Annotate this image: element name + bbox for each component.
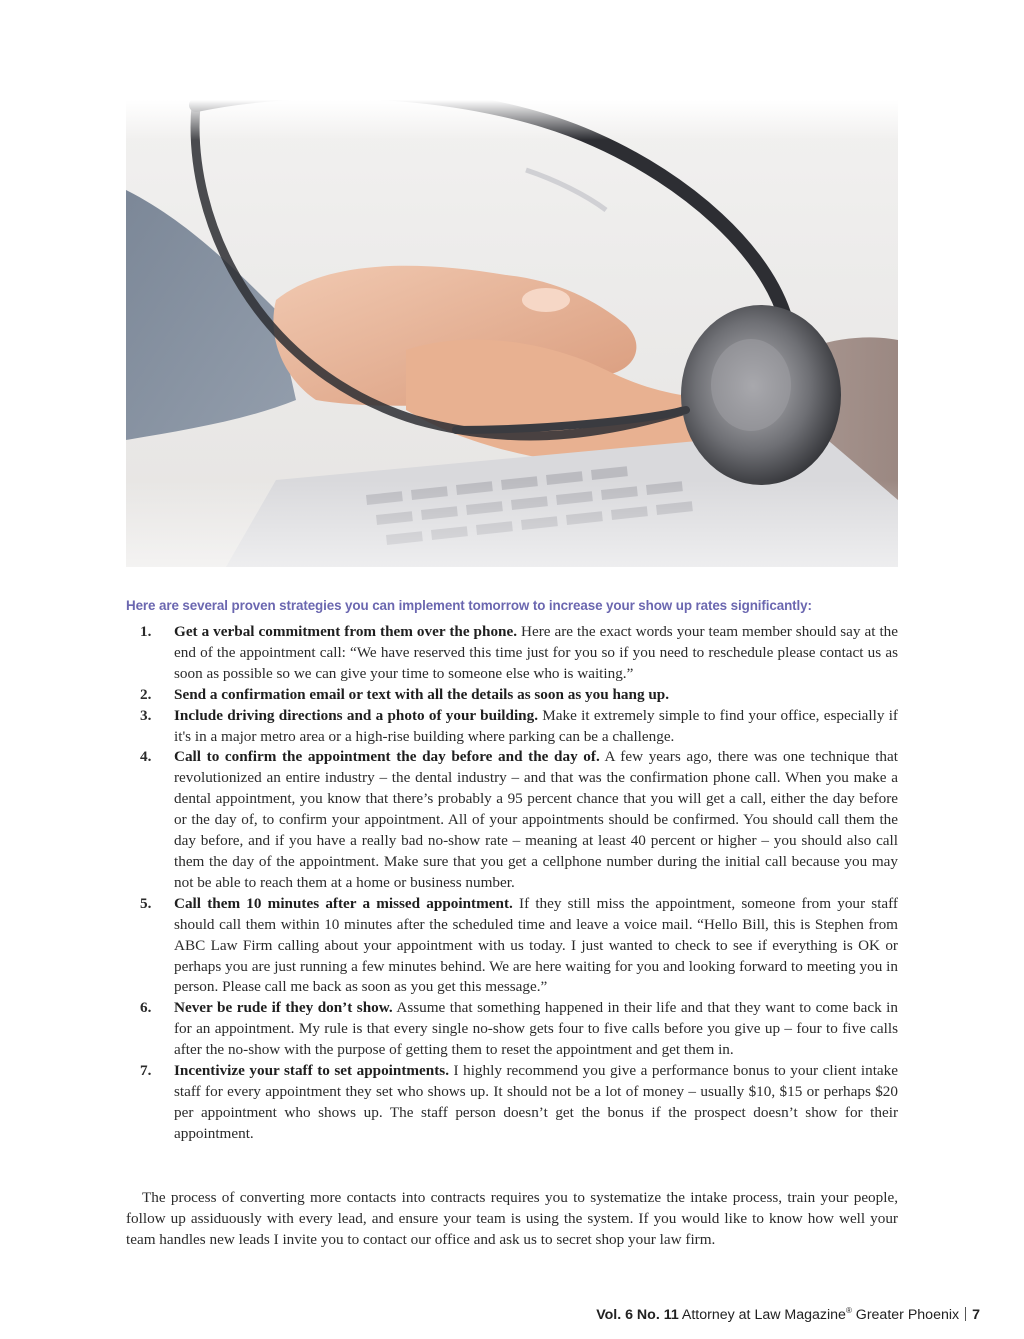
footer-divider [965, 1307, 966, 1321]
page-footer [596, 1306, 980, 1323]
list-item-lead: Include driving directions and a photo of your building. [174, 706, 539, 724]
list-number: 1. [140, 623, 152, 640]
list-item-body: Assume that something happened in their life and that they want to come back in for an appointment. My rule is that every single no-show gets four to five calls before you give up – four to five calls after the no-show with the purpose of getting them to reset the appointment and get them in. [174, 999, 898, 1059]
strategies-intro: Here are several proven strategies you can implement tomorrow to increase your show up rates significantly: [126, 598, 812, 613]
list-item-body: A few years ago, there was one technique that revolutionized an entire industry – the dental industry – and that was the confirmation phone call. When you make a dental appointment, you know that there’s probably a 95 percent chance that you will get a call, either the day before or the day of, to confirm your appointment. All of your appointments should be confirmed. You should call them the day before, and if you have a really bad no-show rate – meaning at least 40 percent or higher – you should also call them the day of the appointment. Make sure that you get a cellphone number during the initial call because you may not be able to reach them at a home or business number. [174, 748, 898, 891]
list-number: 5. [140, 894, 152, 912]
footer-magazine: Attorney at Law Magazine [678, 1307, 846, 1323]
list-item-body: If they still miss the appointment, someone from your staff should call them within 10 minutes after the scheduled time and leave a voice mail. “Hello Bill, this is Stephen from ABC Law Firm calling about your appointment with us today. I just wanted to check to see if everything is OK or perhaps you are just running a few minutes behind. We are here waiting for you and looking forward to meeting you in person. Please call me back as soon as you get this message.” [174, 894, 898, 996]
list-item-body: Make it extremely simple to find your office, especially if it's in a major metro area or a high-rise building where parking can be a challenge. [174, 706, 898, 745]
list-item-lead: Never be rude if they don’t show. [174, 999, 393, 1017]
headset-photo-illustration [126, 100, 898, 567]
list-item-body: I highly recommend you give a performance bonus to your client intake staff for every appointment they set who shows up. It should not be a lot of money – usually $10, $15 or perhaps $20 per appointment who shows up. The staff person doesn’t get the bonus if the prospect doesn’t show for their appointment. [174, 1062, 898, 1142]
list-number: 4. [140, 748, 152, 766]
list-item [126, 747, 898, 893]
hero-photo [126, 100, 898, 567]
footer-volume: Vol. 6 No. 11 [596, 1307, 679, 1323]
list-item-lead: Call them 10 minutes after a missed appointment. [174, 894, 513, 912]
list-item-lead: Get a verbal commitment from them over the phone. [174, 623, 518, 640]
footer-region: Greater Phoenix [851, 1307, 960, 1323]
page-number: 7 [972, 1307, 980, 1323]
closing-paragraph: The process of converting more contacts into contracts requires you to systematize the intake process, train your people, follow up assiduously with every lead, and ensure your team is using the system. If you would like to know how well your team handles new leads I invite you to contact our office and ask us to secret shop your law firm. [126, 1189, 898, 1248]
list-item-lead: Send a confirmation email or text with all the details as soon as you hang up. [174, 685, 670, 703]
list-number: 2. [140, 685, 152, 703]
registered-mark: ® [845, 1306, 852, 1315]
strategies-list [126, 622, 898, 1145]
list-item [126, 622, 898, 685]
list-item [126, 685, 898, 706]
list-item-lead: Incentivize your staff to set appointments. [174, 1062, 450, 1080]
list-item [126, 894, 898, 999]
list-item [126, 1061, 898, 1145]
list-number: 6. [140, 999, 152, 1017]
list-item [126, 998, 898, 1061]
list-item-lead: Call to confirm the appointment the day before and the day of. [174, 748, 600, 766]
list-number: 7. [140, 1062, 152, 1080]
list-item [126, 706, 898, 748]
list-number: 3. [140, 706, 152, 724]
list-item-body: Here are the exact words your team member should say at the end of the appointment call: “We have reserved this time just for you so if you need to reschedule please contact us as soon as possible so we can give your time to someone else who is waiting.” [174, 623, 899, 682]
